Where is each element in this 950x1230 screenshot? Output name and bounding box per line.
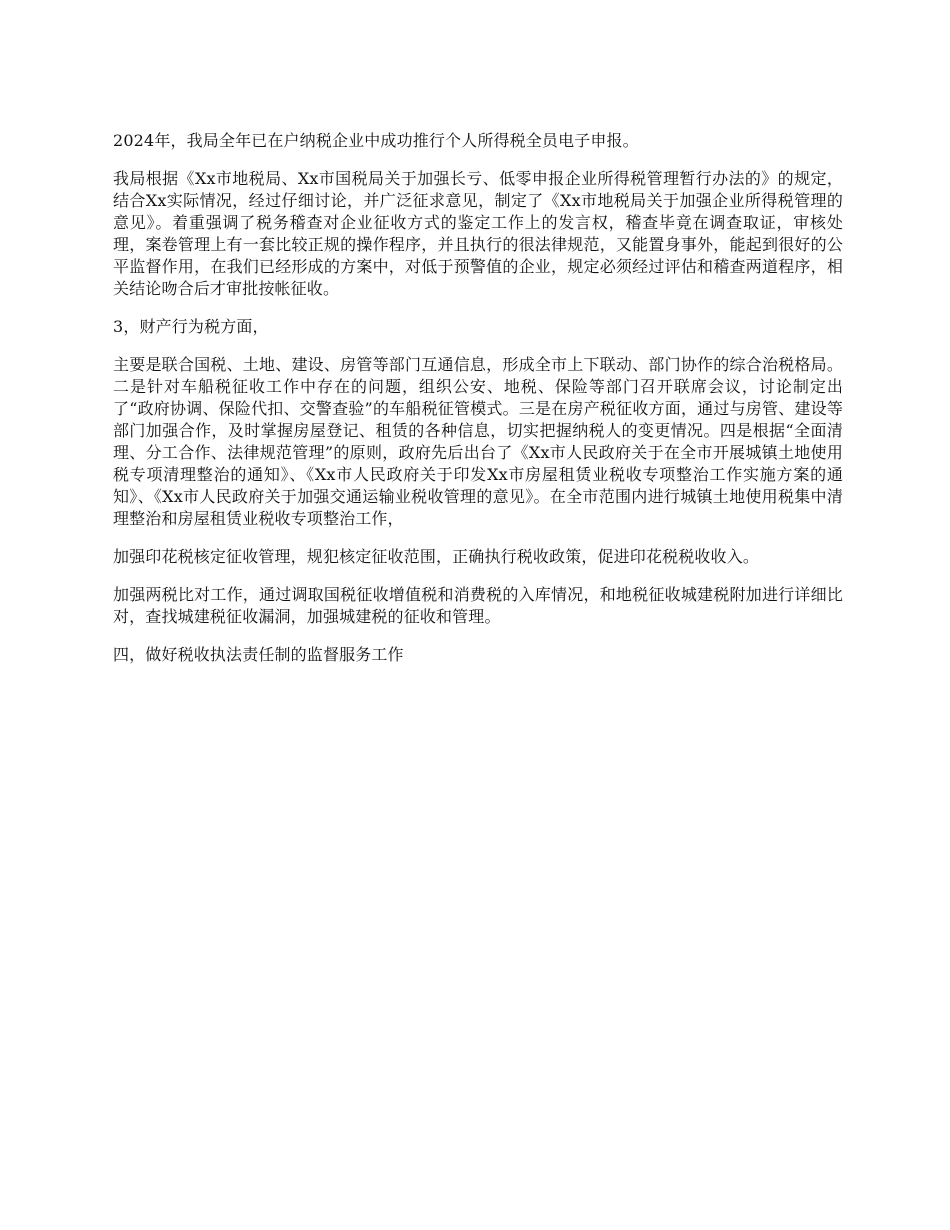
document-body [113, 130, 843, 682]
paragraph-property-behavior-tax-heading: 3，财产行为税方面， [113, 317, 269, 336]
paragraph-joint-tax-governance: 主要是联合国税、土地、建设、房管等部门互通信息，形成全市上下联动、部门协作的综合治税格局。二是针对车船税征收工作中存在的问题，组织公安、地税、保险等部门召开联席会议，讨论制定出了“政府协调、保险代扣、交警查验”的车船税征管模式。三是在房产税征收方面，通过与房管、建设等部门加强合作，及时掌握房屋登记、租赁的各种信息，切实把握纳税人的变更情况。四是根据“全面清理、分工合作、法律规范管理”的原则，政府先后出台了《Xx市人民政府关于在全市开展城镇土地使用税专项清理整治的通知》、《Xx市人民政府关于印发Xx市房屋租赁业税收专项整治工作实施方案的通知》、《Xx市人民政府关于加强交通运输业税收管理的意见》。在全市范围内进行城镇土地使用税集中清理整治和房屋租赁业税收专项整治工作， [113, 355, 843, 528]
paragraph-enforcement-responsibility-heading: 四，做好税收执法责任制的监督服务工作 [113, 645, 404, 664]
paragraph-income-tax-e-filing: 2024年，我局全年已在户纳税企业中成功推行个人所得税全员电子申报。 [113, 131, 639, 150]
paragraph-corporate-income-tax-management: 我局根据《Xx市地税局、Xx市国税局关于加强长亏、低零申报企业所得税管理暂行办法的》的规定，结合Xx实际情况，经过仔细讨论，并广泛征求意见，制定了《Xx市地税局关于加强企业所得税管理的意见》。着重强调了税务稽查对企业征收方式的鉴定工作上的发言权，稽查毕竟在调查取证，审核处理，案卷管理上有一套比较正规的操作程序，并且执行的很法律规范，又能置身事外，能起到很好的公平监督作用，在我们已经形成的方案中，对低于预警值的企业，规定必须经过评估和稽查两道程序，相关结论吻合后才审批按帐征收。 [113, 169, 843, 298]
paragraph-stamp-tax-management: 加强印花税核定征收管理，规犯核定征收范围，正确执行税收政策，促进印花税税收收入。 [113, 547, 760, 566]
paragraph-two-tax-comparison: 加强两税比对工作，通过调取国税征收增值税和消费税的入库情况，和地税征收城建税附加进行详细比对，查找城建税征收漏洞，加强城建税的征收和管理。 [113, 585, 843, 626]
